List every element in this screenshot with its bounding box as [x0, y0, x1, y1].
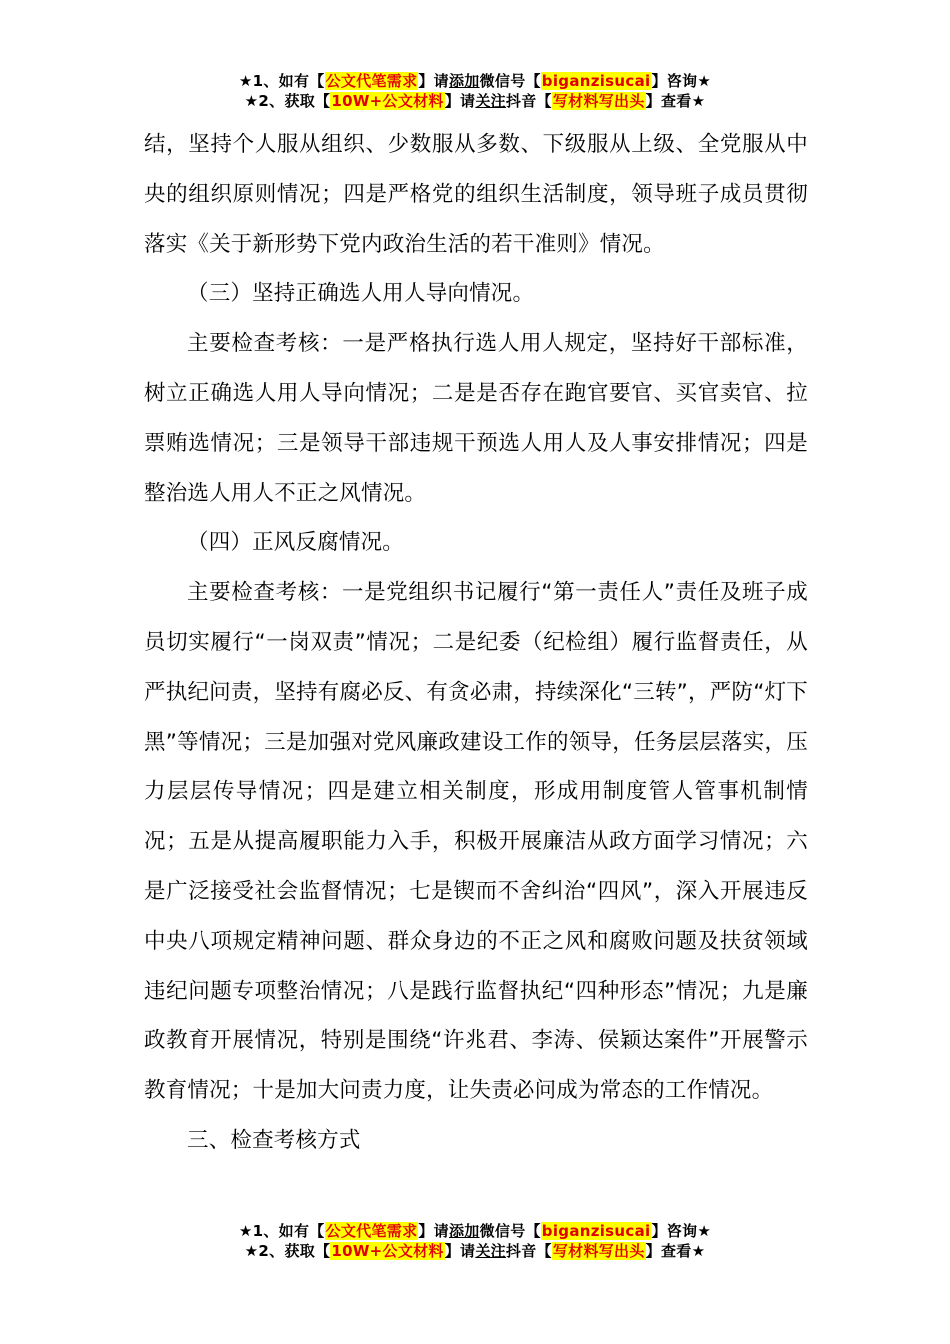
section-heading: （三）坚持正确选人用人导向情况。: [187, 281, 535, 307]
banner-text: 】请: [444, 1242, 476, 1260]
header-banner: [0, 71, 950, 111]
section-heading: （四）正风反腐情况。: [187, 530, 405, 556]
banner-text: 微信号【: [479, 72, 541, 90]
section-heading: 三、检查考核方式: [187, 1127, 361, 1153]
banner-text: ★2、获取【: [244, 92, 331, 110]
banner-text: 】查看★: [645, 92, 706, 110]
banner-highlight: biganzisucai: [541, 72, 651, 90]
banner-text: 抖音【: [505, 1242, 552, 1260]
banner-underline: 关注: [475, 1242, 506, 1260]
banner-text: ★1、如有【: [238, 72, 325, 90]
paragraph: 结，坚持个人服从组织、少数服从多数、下级服从上级、全党服从中央的组织原则情况；四是严格党的组织生活制度，领导班子成员贯彻落实《关于新形势下党内政治生活的若干准则》情况。: [144, 132, 808, 257]
banner-line-1: [0, 71, 950, 91]
banner-underline: 添加: [448, 72, 480, 90]
banner-highlight: 10W+公文材料: [331, 1242, 444, 1260]
banner-line-2: [0, 1241, 950, 1261]
banner-text: 】请: [418, 1222, 449, 1240]
banner-text: ★1、如有【: [238, 1222, 325, 1240]
banner-line-2: [0, 91, 950, 111]
banner-underline: 关注: [475, 92, 506, 110]
banner-highlight: 10W+公文材料: [331, 92, 444, 110]
paragraph: 主要检查考核：一是党组织书记履行“第一责任人”责任及班子成员切实履行“一岗双责”情况；二是纪委（纪检组）履行监督责任，从严执纪问责，坚持有腐必反、有贪必肃，持续深化“三转”，严防“灯下黑”等情况；三是加强对党风廉政建设工作的领导，任务层层落实，压力层层传导情况；四是建立相关制度，形成用制度管人管事机制情况；五是从提高履职能力入手，积极开展廉洁从政方面学习情况；六是广泛接受社会监督情况；七是锲而不舍纠治“四风”，深入开展违反中央八项规定精神问题、群众身边的不正之风和腐败问题及扶贫领域违纪问题专项整治情况；八是践行监督执纪“四种形态”情况；九是廉政教育开展情况，特别是围绕“许兆君、李涛、侯颖达案件”开展警示教育情况；十是加大问责力度，让失责必问成为常态的工作情况。: [144, 580, 808, 1104]
banner-text: 微信号【: [479, 1222, 541, 1240]
banner-text: 】咨询★: [651, 1222, 712, 1240]
footer-banner: [0, 1221, 950, 1261]
paragraph: 主要检查考核：一是严格执行选人用人规定，坚持好干部标准，树立正确选人用人导向情况；二是是否存在跑官要官、买官卖官、拉票贿选情况；三是领导干部违规干预选人用人及人事安排情况；四是整治选人用人不正之风情况。: [144, 331, 808, 506]
banner-text: 】咨询★: [651, 72, 712, 90]
banner-text: 抖音【: [505, 92, 552, 110]
banner-highlight: biganzisucai: [541, 1222, 651, 1240]
banner-text: 】请: [418, 72, 449, 90]
banner-highlight: 写材料写出头: [552, 92, 645, 110]
banner-text: 】查看★: [645, 1242, 706, 1260]
banner-text: 】请: [444, 92, 476, 110]
banner-text: ★2、获取【: [244, 1242, 331, 1260]
banner-highlight: 写材料写出头: [552, 1242, 645, 1260]
banner-underline: 添加: [448, 1222, 480, 1240]
document-body: [144, 120, 808, 1166]
banner-highlight: 公文代笔需求: [325, 1222, 418, 1240]
banner-line-1: [0, 1221, 950, 1241]
banner-highlight: 公文代笔需求: [325, 72, 418, 90]
